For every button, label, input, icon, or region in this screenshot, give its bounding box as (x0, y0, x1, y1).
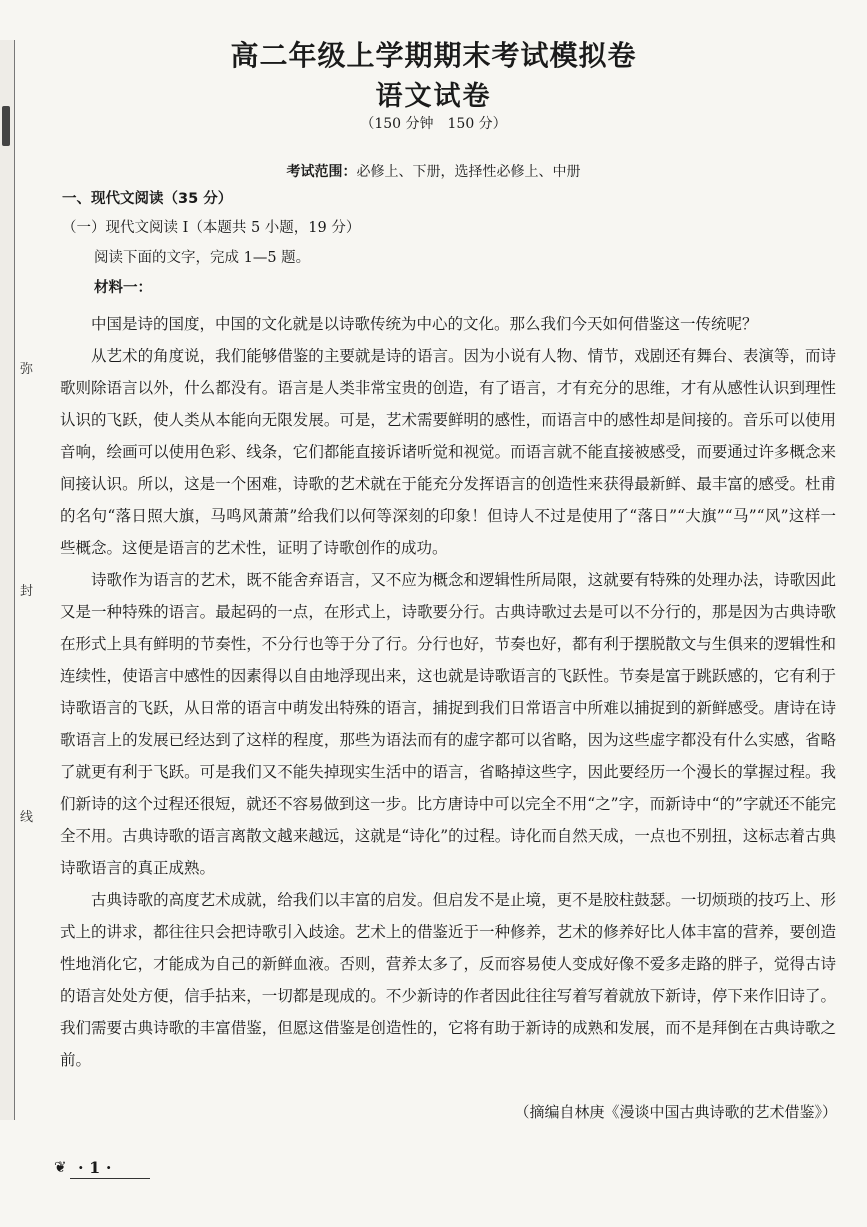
passage-paragraph: 诗歌作为语言的艺术，既不能舍弃语言，又不应为概念和逻辑性所局限，这就要有特殊的处理办法，诗歌因此又是一种特殊的语言。最起码的一点，在形式上，诗歌要分行。古典诗歌过去是可以不分行的，那是因为古典诗歌在形式上具有鲜明的节奏性，不分行也等于分了行。分行也好，节奏也好，都有利于摆脱散文与生俱来的逻辑性和连续性，使语言中感性的因素得以自由地浮现出来，这也就是诗歌语言的飞跃性。节奏是富于跳跃感的，它有利于诗歌语言的飞跃，从日常的语言中萌发出特殊的语言，捕捉到我们日常语言中所难以捕捉到的新鲜感受。唐诗在诗歌语言上的发展已经达到了这样的程度，那些为语法而有的虚字都可以省略，因为这些虚字都没有什么实感，省略了就更有利于飞跃。可是我们又不能失掉现实生活中的语言，省略掉这些字，因此要经历一个漫长的掌握过程。我们新诗的这个过程还很短，就还不容易做到这一步。比方唐诗中可以完全不用“之”字，而新诗中“的”字就还不能完全不用。古典诗歌的语言离散文越来越远，这就是“诗化”的过程。诗化而自然天成，一点也不别扭，这标志着古典诗歌语言的真正成熟。 (60, 571, 836, 877)
margin-label-mi: 弥 (20, 362, 34, 377)
passage-paragraph: 从艺术的角度说，我们能够借鉴的主要就是诗的语言。因为小说有人物、情节，戏剧还有舞台、表演等，而诗歌则除语言以外，什么都没有。语言是人类非常宝贵的创造，有了语言，才有充分的思维，才有从感性认识到理性认识的飞跃，使人类从本能向无限发展。可是，艺术需要鲜明的感性，而语言中的感性却是间接的。音乐可以使用音响，绘画可以使用色彩、线条，它们都能直接诉诸听觉和视觉。而语言就不能直接被感受，而要通过许多概念来间接认识。所以，这是一个困难，诗歌的艺术就在于能充分发挥语言的创造性来获得最新鲜、最丰富的感受。杜甫的名句“落日照大旗，马鸣风萧萧”给我们以何等深刻的印象！但诗人不过是使用了“落日”“大旗”“马”“风”这样一些概念。这便是语言的艺术性，证明了诗歌创作的成功。 (60, 347, 836, 557)
footer-rule (70, 1178, 150, 1179)
binding-edge (0, 40, 15, 1120)
passage-source: （摘编自林庚《漫谈中国古典诗歌的艺术借鉴》） (514, 1103, 837, 1121)
flower-ornament-icon: ❦ (54, 1158, 67, 1176)
passage-paragraph: 古典诗歌的高度艺术成就，给我们以丰富的启发。但启发不是止境，更不是胶柱鼓瑟。一切烦琐的技巧上、形式上的讲求，都往往只会把诗歌引入歧途。艺术上的借鉴近于一种修养，艺术的修养好比人体丰富的营养，要创造性地消化它，才能成为自己的新鲜血液。否则，营养太多了，反而容易使人变成好像不爱多走路的胖子，觉得古诗的语言处处方便，信手拈来，一切都是现成的。不少新诗的作者因此往往写着写着就放下新诗，停下来作旧诗了。我们需要古典诗歌的丰富借鉴，但愿这借鉴是创造性的，它将有助于新诗的成熟和发展，而不是拜倒在古典诗歌之前。 (60, 891, 836, 1069)
section-heading: 一、现代文阅读（35 分） (62, 191, 233, 207)
margin-label-feng: 封 (20, 584, 34, 599)
scope-value: 必修上、下册，选择性必修上、中册 (356, 164, 581, 180)
material-label: 材料一： (94, 280, 152, 296)
exam-title: 高二年级上学期期末考试模拟卷 (230, 39, 637, 72)
exam-subtitle: 语文试卷 (375, 81, 492, 112)
scope-label: 考试范围： (286, 164, 357, 180)
reading-instruction: 阅读下面的文字，完成 1—5 题。 (94, 250, 311, 266)
sub-section-heading: （一）现代文阅读 Ⅰ（本题共 5 小题，19 分） (62, 220, 361, 236)
exam-scope (0, 161, 867, 181)
reading-passage (60, 308, 836, 1076)
exam-duration: （150 分钟 150 分） (360, 116, 507, 132)
passage-paragraph: 中国是诗的国度，中国的文化就是以诗歌传统为中心的文化。那么我们今天如何借鉴这一传统呢？ (91, 315, 758, 333)
margin-label-xian: 线 (20, 810, 34, 825)
page-number: · 1 · (78, 1158, 112, 1177)
